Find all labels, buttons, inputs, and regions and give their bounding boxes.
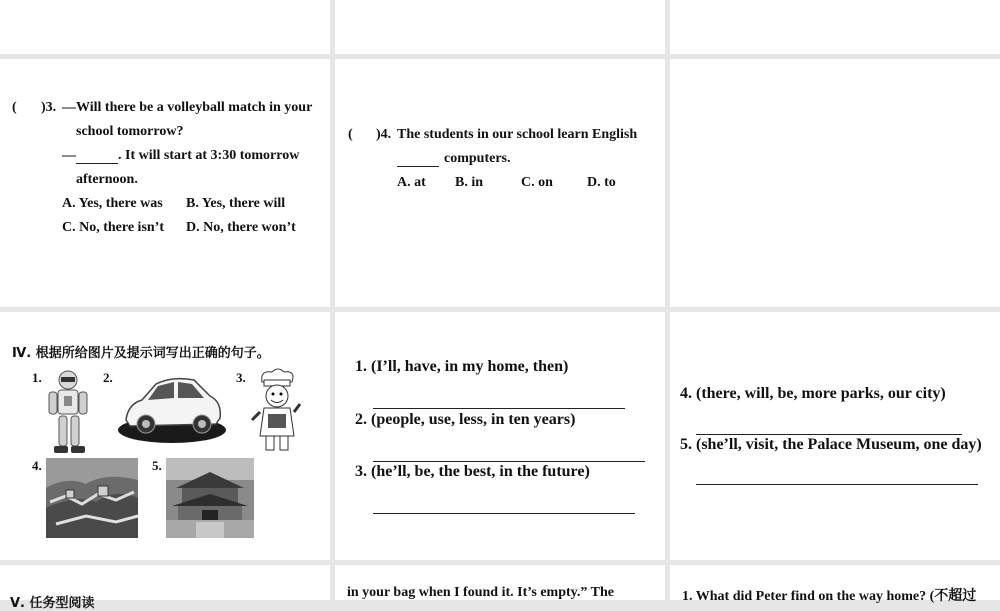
sentence-3-prompt: 3. (he’ll, be, the best, in the future): [355, 463, 590, 480]
sentence-4-prompt: 4. (there, will, be, more parks, our city): [680, 385, 946, 402]
sentence-5-answer-line: [696, 484, 978, 485]
q3-blank: [76, 163, 118, 164]
q4-option-d: D. to: [587, 175, 616, 190]
reading-passage-cell: [335, 565, 665, 600]
q4-option-c: C. on: [521, 175, 553, 190]
q3-paren: (: [12, 100, 17, 115]
reading-passage-line: in your bag when I found it. It’s empty.” The: [347, 585, 614, 600]
top-right-cell: [670, 0, 1000, 54]
q3-option-b: B. Yes, there will: [186, 196, 286, 211]
question-3-cell: [0, 59, 330, 307]
q3-line3: . It will start at 3:30 tomorrow: [118, 148, 300, 163]
q4-option-b: B. in: [455, 175, 484, 190]
pic-label-1: 1.: [32, 370, 42, 385]
robot-image: [44, 368, 92, 456]
q3-dash: —: [62, 148, 76, 163]
sentence-2-prompt: 2. (people, use, less, in ten years): [355, 411, 576, 428]
sentence-1-answer-line: [373, 408, 625, 409]
q3-line1: —Will there be a volleyball match in your: [62, 100, 313, 115]
q4-option-a: A. at: [397, 175, 426, 190]
reading-question-1: 1. What did Peter find on the way home? (不超过: [682, 589, 977, 604]
sentences-cell-right: [670, 312, 1000, 560]
section-4-heading: Ⅳ. 根据所给图片及提示词写出正确的句子。: [12, 346, 270, 361]
pic-label-3: 3.: [236, 370, 246, 385]
reading-question-cell: [670, 565, 1000, 604]
q3-option-d: D. No, there won’t: [186, 220, 296, 235]
pic-label-5: 5.: [152, 458, 162, 473]
top-left-cell: [0, 0, 330, 54]
empty-right-cell: [670, 59, 1000, 307]
q4-number: )4.: [376, 127, 392, 142]
sentence-3-answer-line: [373, 513, 635, 514]
section-5-heading: Ⅴ. 任务型阅读: [10, 596, 95, 611]
pic-label-2: 2.: [103, 370, 113, 385]
picture-cell: [0, 312, 330, 560]
q3-option-a: A. Yes, there was: [62, 196, 163, 211]
q3-number: )3.: [41, 100, 57, 115]
q3-line4: afternoon.: [76, 172, 138, 187]
palace-museum-image: [166, 458, 254, 538]
q4-line1: The students in our school learn English: [397, 127, 638, 142]
sentence-2-answer-line: [373, 461, 645, 462]
sentence-4-answer-line: [696, 434, 962, 435]
pic-label-4: 4.: [32, 458, 42, 473]
section-5-cell: [0, 565, 330, 611]
great-wall-image: [46, 458, 138, 538]
question-4-cell: [335, 59, 665, 307]
sentences-cell-left: [335, 312, 665, 560]
q4-blank: [397, 166, 439, 167]
q3-option-c: C. No, there isn’t: [62, 220, 165, 235]
q3-line2: school tomorrow?: [76, 124, 184, 139]
sentence-5-prompt: 5. (she’ll, visit, the Palace Museum, one day): [680, 436, 982, 453]
chef-image: [250, 368, 302, 456]
sentence-1-prompt: 1. (I’ll, have, in my home, then): [355, 358, 569, 375]
car-image: [116, 368, 228, 446]
q4-paren: (: [348, 127, 353, 142]
q4-line2: computers.: [444, 151, 511, 166]
top-mid-cell: [335, 0, 665, 54]
